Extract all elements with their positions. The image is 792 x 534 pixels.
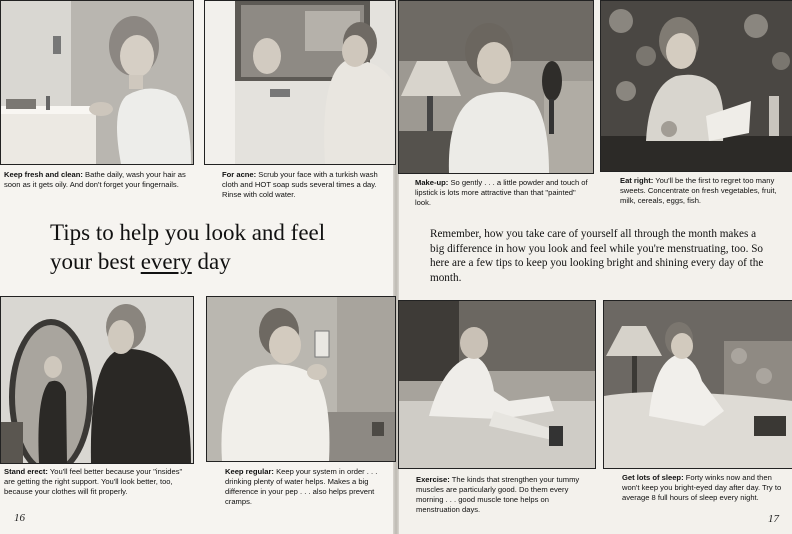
caption-title: Exercise: [416,475,450,484]
caption-text: Scrub your face with a turkish wash cloth and HOT soap suds several times a day. Rinse with cold water. [222,170,378,199]
caption-eat-right [620,176,790,206]
caption-text: The kinds that strengthen your tummy muscles are particularly good. Do them every morning . . . good muscle tone helps on menstruation days. [416,475,580,514]
caption-text: You'll feel better because your "insides" are getting the right support. You'll look better, too, because your clothes will fit properly. [4,467,183,496]
caption-stand-erect [4,467,190,497]
headline-line-2 [50,247,370,276]
caption-text: So gently . . . a little powder and touch of lipstick is lots more attractive than that "painted" look. [415,178,588,207]
caption-title: Keep fresh and clean: [4,170,83,179]
headline-emphasis: every [140,249,192,274]
photo-eat-right [600,0,792,172]
caption-text: Bathe daily, wash your hair as soon as it gets oily. And don't forget your fingernails. [4,170,186,189]
headline-line-1: Tips to help you look and feel [50,220,326,245]
caption-for-acne [222,170,392,200]
headline [50,218,370,276]
photo-exercise [398,300,596,469]
page-number-left: 16 [14,512,25,524]
photo-stand-erect [0,296,194,464]
photo-for-acne [204,0,396,165]
intro-paragraph: Remember, how you take care of yourself all through the month makes a big difference in how you look and feel while you're menstruating, too. So here are a few tips to keep you looking bright and shining every day of the month. [430,228,764,284]
photo-make-up [398,0,594,174]
caption-text: Forty winks now and then won't keep you bright-eyed day after day. Try to average 8 full hours of sleep every night. [622,473,782,502]
caption-make-up [415,178,590,208]
caption-keep-regular [225,467,393,507]
caption-title: For acne: [222,170,257,179]
caption-title: Eat right: [620,176,654,185]
caption-title: Stand erect: [4,467,48,476]
caption-title: Get lots of sleep: [622,473,684,482]
headline-line-2-end: day [191,249,231,274]
photo-keep-regular [206,296,396,462]
caption-text: Keep your system in order . . . drinking plenty of water helps. Makes a big difference in your pep . . . also helps prevent cramps. [225,467,378,506]
caption-text: You'll be the first to regret too many sweets. Concentrate on fresh vegetables, fruit, milk, cereals, eggs, fish. [620,176,777,205]
caption-sleep [622,473,790,503]
caption-fresh-and-clean [4,170,192,190]
page-number-right: 17 [768,513,779,525]
photo-fresh-and-clean [0,0,194,165]
caption-exercise [416,475,592,515]
caption-title: Make-up: [415,178,449,187]
caption-title: Keep regular: [225,467,274,476]
photo-sleep [603,300,792,469]
headline-line-2-start: your best [50,249,141,274]
